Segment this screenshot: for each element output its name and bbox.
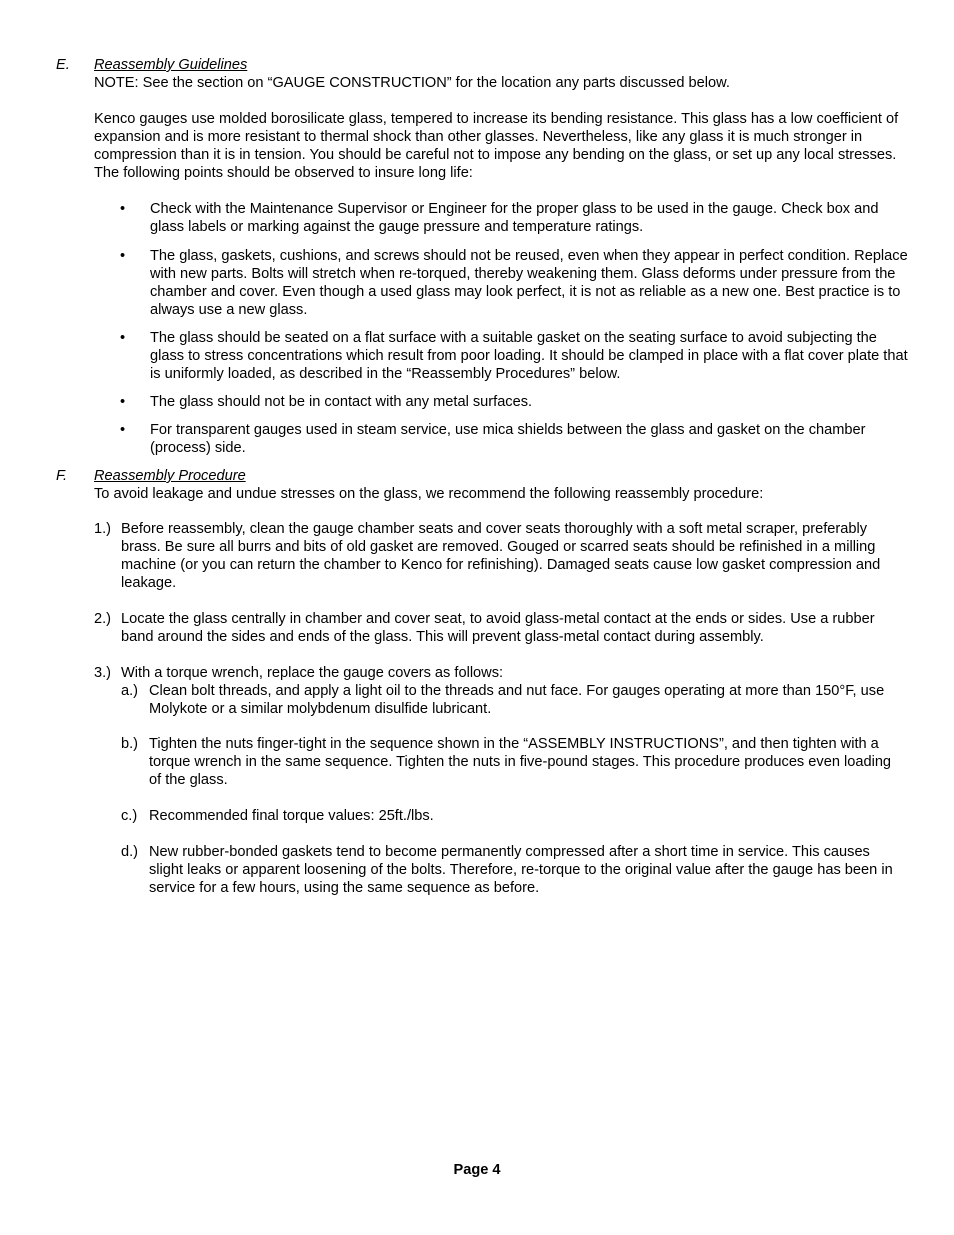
bullet-icon: •: [120, 394, 126, 410]
section-f-letter: F.: [56, 468, 68, 484]
substep-label: c.): [121, 808, 138, 824]
bullet-icon: •: [120, 201, 126, 217]
substep-text: Clean bolt threads, and apply a light oil to the threads and nut face. For gauges operating at more than 150°F, use Molykote or a similar molybdenum disulfide lubricant.: [149, 683, 885, 717]
substep-label: a.): [121, 683, 139, 699]
substep-text: Recommended final torque values: 25ft./lbs.: [149, 808, 434, 824]
section-f-intro: To avoid leakage and undue stresses on the glass, we recommend the following reassembly procedure:: [94, 486, 764, 502]
section-e-title: Reassembly Guidelines: [94, 57, 248, 73]
section-e-intro: Kenco gauges use molded borosilicate glass, tempered to increase its bending resistance. This glass has a low coefficient of expansion and is more resistant to thermal shock than other glasses. Nevertheless, like any glass it is much stronger in compression than it is in tension. You should be careful not to impose any bending on the glass, or set up any local stresses. The following points should be observed to insure long life:: [94, 111, 899, 181]
substep-text: Tighten the nuts finger-tight in the sequence shown in the “ASSEMBLY INSTRUCTIONS”, and then tighten with a torque wrench in the same sequence. Tighten the nuts in five-pound stages. This procedure produces even loading of the glass.: [149, 736, 892, 788]
substep-label: b.): [121, 736, 139, 752]
bullet-icon: •: [120, 248, 126, 264]
bullet-text: The glass, gaskets, cushions, and screws should not be reused, even when they appear in perfect condition. Replace with new parts. Bolts will stretch when re-torqued, thereby weakening them. Glass deforms under pressure from the chamber and cover. Even though a used glass may look perfect, it is not as reliable as a new one. Best practice is to always use a new glass.: [150, 248, 908, 318]
step-text: With a torque wrench, replace the gauge covers as follows:: [121, 665, 504, 681]
section-e-letter: E.: [56, 57, 70, 73]
substep-text: New rubber-bonded gaskets tend to become permanently compressed after a short time in service. This causes slight leaks or apparent loosening of the bolts. Therefore, re-torque to the original value after the gauge has been in service for a few hours, using the same sequence as before.: [149, 844, 893, 896]
bullet-text: Check with the Maintenance Supervisor or Engineer for the proper glass to be used in the gauge. Check box and glass labels or marking against the gauge pressure and temperature ratings.: [150, 201, 879, 235]
bullet-icon: •: [120, 422, 126, 438]
section-f-title: Reassembly Procedure: [94, 468, 246, 484]
section-e-heading: [56, 56, 916, 74]
step-number: 2.): [94, 611, 112, 627]
section-e-note: NOTE: See the section on “GAUGE CONSTRUCTION” for the location any parts discussed below.: [94, 75, 730, 91]
bullet-text: The glass should be seated on a flat surface with a suitable gasket on the seating surface to avoid subjecting the glass to stress concentrations which result from poor loading. It should be clamped in place with a flat cover plate that is uniformly loaded, as described in the “Reassembly Procedures” below.: [150, 330, 908, 382]
bullet-text: For transparent gauges used in steam service, use mica shields between the glass and gasket on the chamber (process) side.: [150, 422, 866, 456]
step-number: 3.): [94, 665, 112, 681]
bullet-icon: •: [120, 330, 126, 346]
step-number: 1.): [94, 521, 112, 537]
section-f-heading: [56, 467, 916, 485]
substep-label: d.): [121, 844, 139, 860]
step-text: Locate the glass centrally in chamber and cover seat, to avoid glass-metal contact at the ends or sides. Use a rubber band around the sides and ends of the glass. This will prevent glass-metal contact during assembly.: [121, 611, 875, 645]
page-number: Page 4: [453, 1162, 501, 1178]
bullet-text: The glass should not be in contact with any metal surfaces.: [150, 394, 533, 410]
step-text: Before reassembly, clean the gauge chamber seats and cover seats thoroughly with a soft metal scraper, preferably brass. Be sure all burrs and bits of old gasket are removed. Gouged or scarred seats should be refinished in a milling machine (or you can return the chamber to Kenco for refinishing). Damaged seats cause low gasket compression and leakage.: [121, 521, 881, 591]
